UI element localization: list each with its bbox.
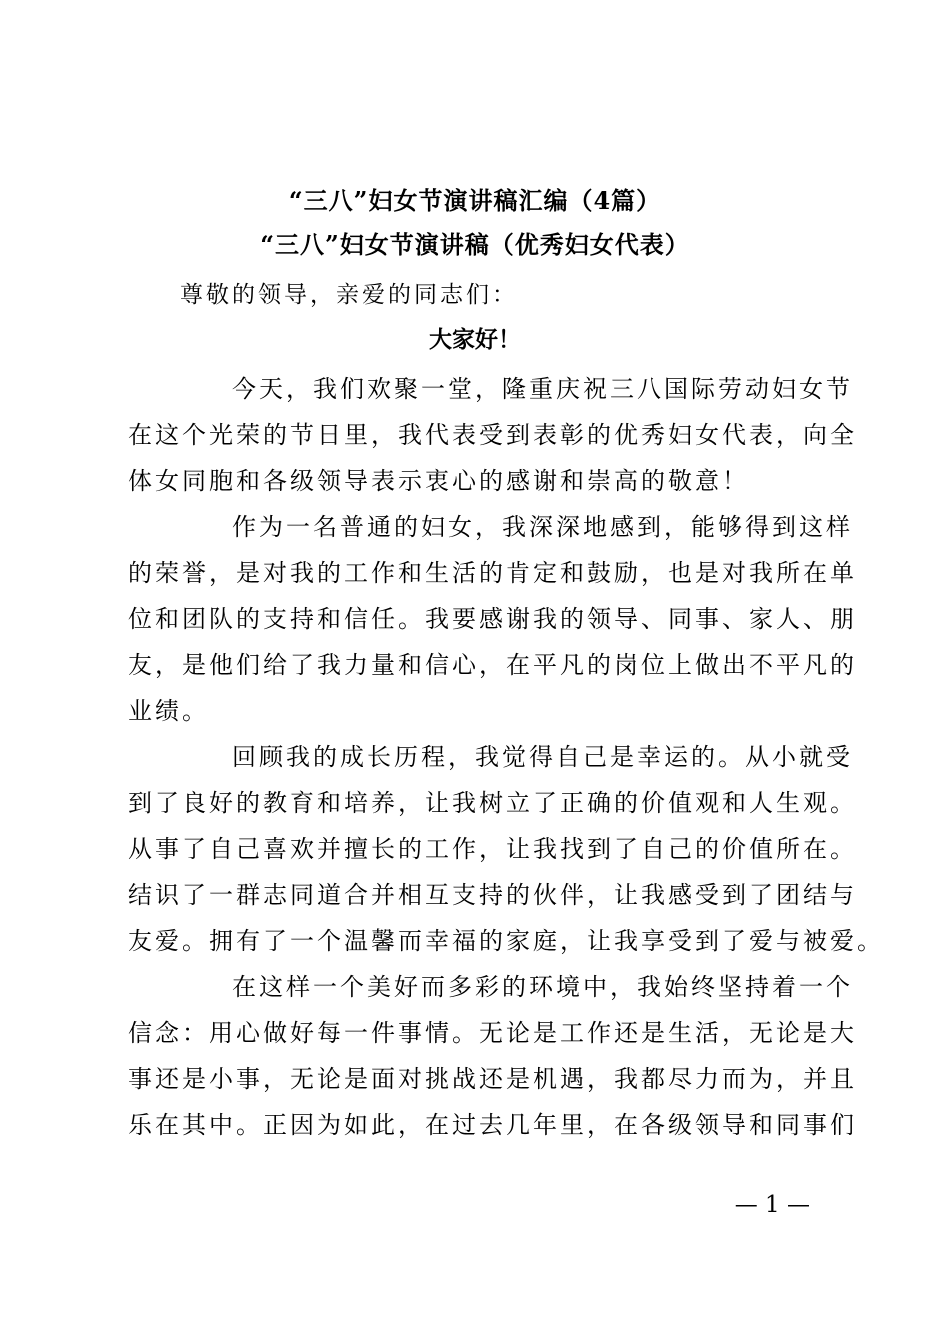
paragraph-2-line-3: 位和团队的支持和信任。我要感谢我的领导、同事、家人、朋 [128,605,857,633]
paragraph-2-line-1: 作为一名普通的妇女，我深深地感到，能够得到这样 [232,513,853,541]
paragraph-2-line-5: 业绩。 [128,697,209,725]
paragraph-4-line-1: 在这样一个美好而多彩的环境中，我始终坚持着一个 [232,973,853,1001]
document-subtitle: “三八”妇女节演讲稿（优秀妇女代表） [260,230,690,259]
paragraph-3-line-4: 结识了一群志同道合并相互支持的伙伴，让我感受到了团结与 [128,881,857,909]
paragraph-4-line-4: 乐在其中。正因为如此，在过去几年里，在各级领导和同事们 [128,1111,857,1139]
paragraph-2-line-2: 的荣誉，是对我的工作和生活的肯定和鼓励，也是对我所在单 [128,559,857,587]
paragraph-2-line-4: 友，是他们给了我力量和信心，在平凡的岗位上做出不平凡的 [128,651,857,679]
paragraph-4-line-2: 信念：用心做好每一件事情。无论是工作还是生活，无论是大 [128,1019,857,1047]
salutation: 尊敬的领导，亲爱的同志们： [180,282,518,308]
paragraph-3-line-3: 从事了自己喜欢并擅长的工作，让我找到了自己的价值所在。 [128,835,857,863]
greeting: 大家好！ [429,326,521,353]
paragraph-1-line-2: 在这个光荣的节日里，我代表受到表彰的优秀妇女代表，向全 [128,421,857,449]
paragraph-3-line-5: 友爱。拥有了一个温馨而幸福的家庭，让我享受到了爱与被爱。 [128,927,884,955]
paragraph-3-line-1: 回顾我的成长历程，我觉得自己是幸运的。从小就受 [232,743,853,771]
body-text [128,366,884,1148]
paragraph-1-line-1: 今天，我们欢聚一堂，隆重庆祝三八国际劳动妇女节 [232,375,853,403]
paragraph-3-line-2: 到了良好的教育和培养，让我树立了正确的价值观和人生观。 [128,789,857,817]
paragraph-4-line-3: 事还是小事，无论是面对挑战还是机遇，我都尽力而为，并且 [128,1065,857,1093]
paragraph-1-line-3: 体女同胞和各级领导表示衷心的感谢和崇高的敬意！ [128,467,749,495]
page-number: — 1 — [734,1192,810,1218]
document-title: “三八”妇女节演讲稿汇编（4篇） [288,186,662,215]
